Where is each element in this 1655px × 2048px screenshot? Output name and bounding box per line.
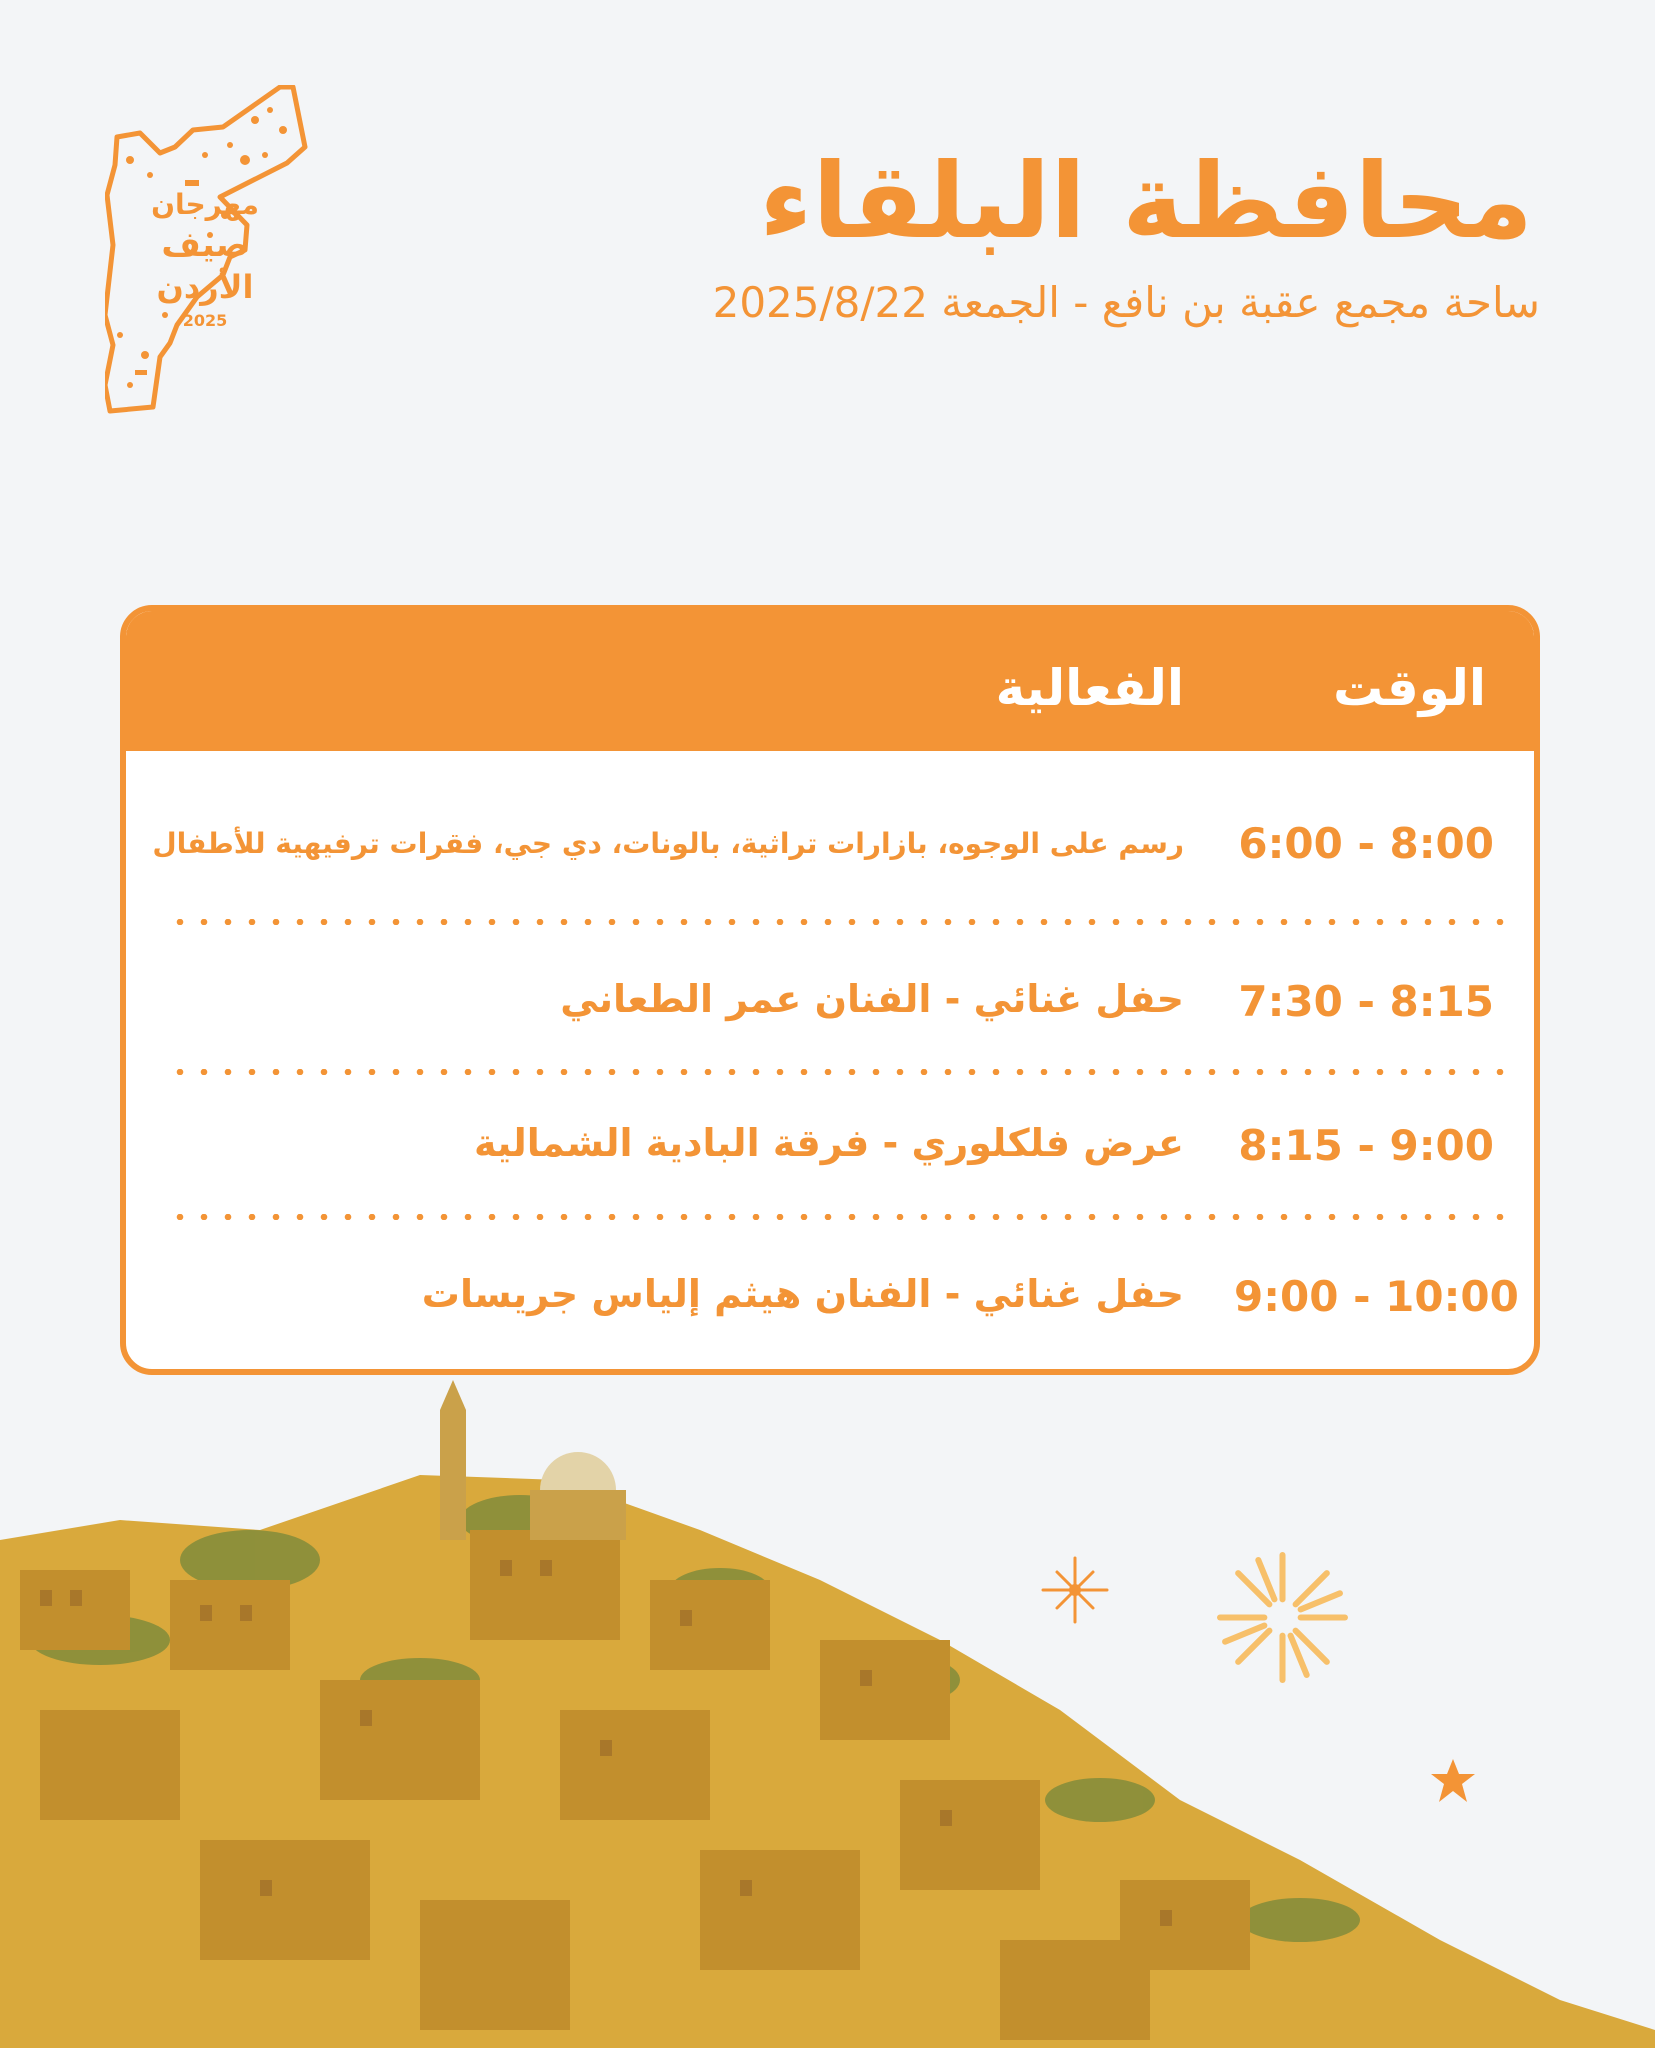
hillside-old-town-illustration [0,1380,1655,2048]
table-row [126,1113,1534,1213]
table-row [126,969,1534,1069]
time-cell: 7:30 - 8:15 [1238,977,1494,1026]
event-cell: حفل غنائي - الفنان عمر الطعاني [560,977,1184,1021]
event-cell: رسم على الوجوه، بازارات تراثية، بالونات، دي جي، فقرات ترفيهية للأطفال [152,827,1184,860]
page-title: محافظة البلقاء [759,140,1533,262]
row-divider [168,1069,1504,1075]
time-cell: 9:00 - 10:00 [1234,1272,1519,1321]
time-cell: 6:00 - 8:00 [1238,819,1494,868]
time-cell: 8:15 - 9:00 [1238,1121,1494,1170]
schedule-table [120,605,1540,1375]
row-divider [168,919,1504,925]
table-row [126,811,1534,911]
event-cell: حفل غنائي - الفنان هيثم إلياس جريسات [421,1272,1184,1316]
logo-line-1: مهرجان [151,188,259,221]
festival-logo [105,85,405,415]
logo-line-3: الأردن [156,268,254,306]
row-divider [168,1214,1504,1220]
table-row [126,1264,1534,1364]
table-header [126,611,1534,751]
event-cell: عرض فلكلوري - فرقة البادية الشمالية [473,1121,1184,1165]
logo-line-2: صيف [161,225,249,265]
column-header-time: الوقت [1333,659,1486,717]
event-location-date: ساحة مجمع عقبة بن نافع - الجمعة 2025/8/22 [712,278,1540,327]
column-header-event: الفعالية [995,659,1184,717]
logo-year: 2025 [182,311,228,330]
